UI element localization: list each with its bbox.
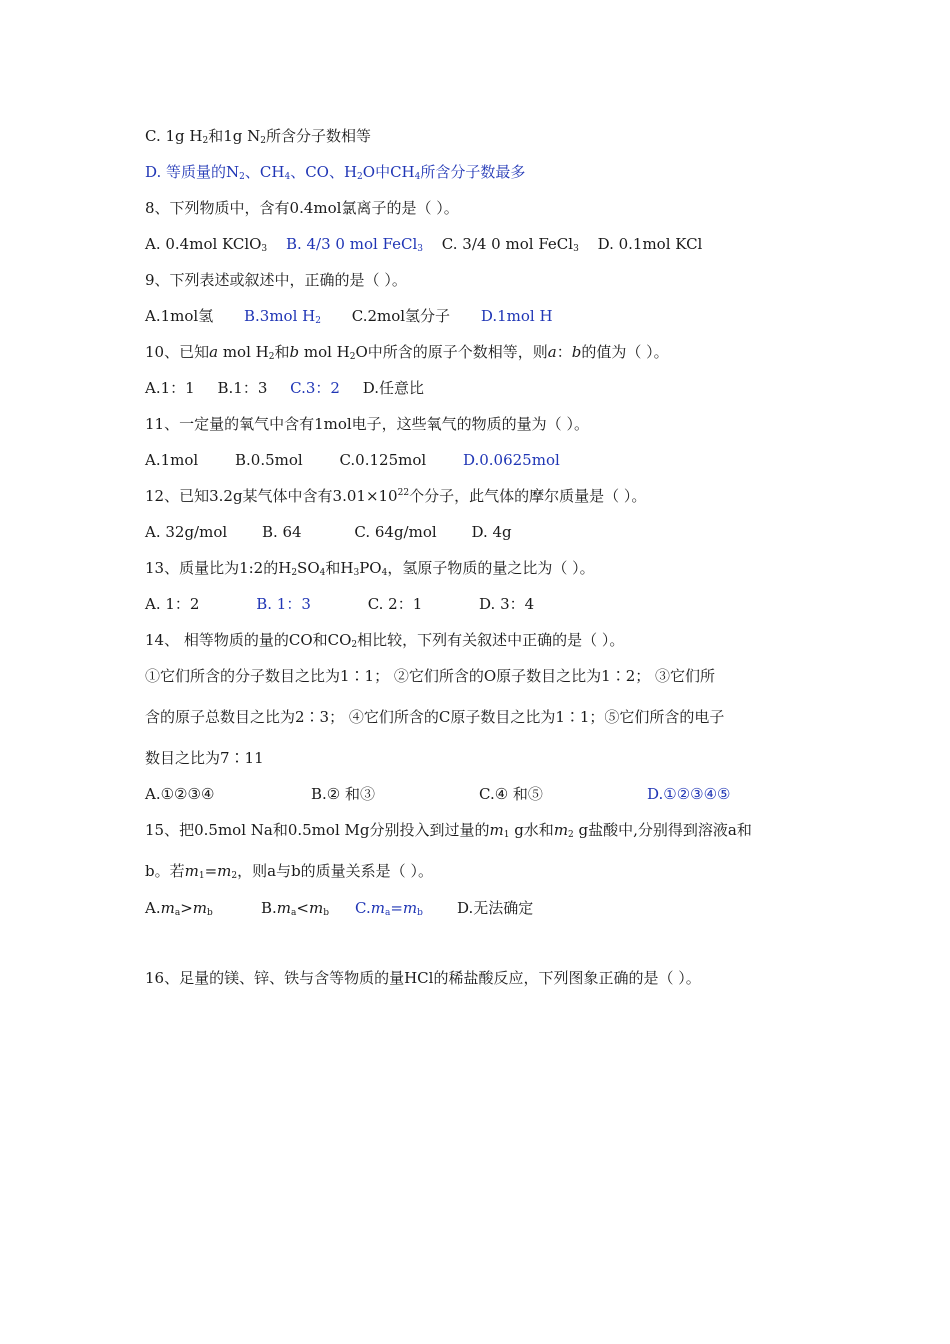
q9-option-c: C.2mol氢分子 <box>351 307 451 325</box>
q14-stem: 14、 相等物质的量的CO和$CO_2$相比较，下列有关叙述中正确的是（ ）。 <box>145 631 625 650</box>
q14-options <box>145 784 731 804</box>
q13-option-d: D. 3：4 <box>479 595 535 613</box>
q14-option-a: A.①②③④ <box>145 785 215 803</box>
q11-stem: 11、一定量的氧气中含有1mol电子，这些氧气的物质的量为（ ）。 <box>145 415 589 433</box>
q12-stem: 12、已知3.2g某气体中含有$3.01\times 10^{22}$个分子，此气体的摩尔质量是（ ）。 <box>145 487 647 505</box>
q12-option-d: D. 4g <box>471 523 512 541</box>
q8-options <box>145 234 702 254</box>
q14-option-c: C.④ 和⑤ <box>479 785 543 803</box>
q11-option-b: B.0.5mol <box>234 451 303 469</box>
q15-option-d: D.无法确定 <box>457 899 534 917</box>
q8-stem: 8、下列物质中，含有0.4mol氯离子的是（ ）。 <box>145 199 459 217</box>
q15-option-c: $C.m_a=m_b$ <box>355 899 423 918</box>
q12-option-b: B. 64 <box>261 523 302 541</box>
q14-statement-line-2: 含的原子总数目之比为2∶3； ④它们所含的C原子数目之比为1∶1；⑤它们所含的电子 <box>145 708 725 726</box>
q11-option-c: C.0.125mol <box>339 451 427 469</box>
q9-option-d: D.1mol H <box>480 307 553 325</box>
q8-option-d: D. 0.1mol KCl <box>597 235 703 253</box>
q15-stem-line-2: b。若$m_1=m_2$，则a与b的质量关系是（ ）。 <box>145 862 433 881</box>
q9-option-a: A.1mol氢 <box>145 307 214 325</box>
q8-option-b: B. 4/3 0 mol FeCl$_3$ <box>285 235 424 254</box>
q7-option-d: D. 等质量的$N_2$、$CH_4$、CO、$H_2O$中$CH_4$所含分子数最多 <box>145 163 526 182</box>
q16-stem: 16、足量的镁、锌、铁与含等物质的量HCl的稀盐酸反应，下列图象正确的是（ ）。 <box>145 969 701 987</box>
q8-option-a: A. 0.4mol KClO$_3$ <box>145 235 268 254</box>
q15-options <box>145 898 533 918</box>
q10-option-c: C.3：2 <box>290 379 340 397</box>
q15-option-b: $B.m_a<m_b$ <box>261 899 329 918</box>
q9-options <box>145 306 553 326</box>
q9-option-b: B.3mol $H_2$ <box>243 307 321 326</box>
q11-options <box>145 450 560 470</box>
q12-option-c: C. 64g/mol <box>354 523 437 541</box>
q15-option-a: $A.m_a>m_b$ <box>145 899 213 918</box>
q11-option-a: A.1mol <box>145 451 199 469</box>
q10-option-d: D.任意比 <box>362 379 425 397</box>
q14-statement-line-1: ①它们所含的分子数目之比为1∶1； ②它们所含的O原子数目之比为1∶2； ③它们所 <box>145 667 716 685</box>
q13-stem: 13、质量比为1:2的$H_2SO_4$和$H_3PO_4$，氢原子物质的量之比为（ ）。 <box>145 559 595 578</box>
q15-stem-line-1: 15、把0.5mol Na和0.5mol Mg分别投入到过量的$m_1$ g水和$m_2$ g盐酸中,分别得到溶液a和 <box>145 821 752 840</box>
q13-option-c: C. 2：1 <box>367 595 423 613</box>
q14-statement-line-3: 数目之比为7∶11 <box>145 749 264 767</box>
q14-option-d: D.①②③④⑤ <box>647 785 731 803</box>
q13-option-b: B. 1：3 <box>256 595 311 613</box>
q10-options <box>145 378 424 398</box>
q14-option-b: B.② 和③ <box>311 785 376 803</box>
q13-option-a: A. 1：2 <box>145 595 200 613</box>
q7-option-c: C. 1g $H_2$和1g $N_2$所含分子数相等 <box>145 127 372 146</box>
q10-option-b: B.1：3 <box>217 379 268 397</box>
q8-option-c: C. 3/4 0 mol FeCl$_3$ <box>441 235 579 254</box>
q11-option-d: D.0.0625mol <box>462 451 560 469</box>
q10-stem: 10、已知a mol $H_2$和b mol $H_2O$中所含的原子个数相等，则a：b的值为（ ）。 <box>145 343 669 362</box>
q12-options <box>145 522 512 542</box>
q12-option-a: A. 32g/mol <box>145 523 228 541</box>
q9-stem: 9、下列表述或叙述中，正确的是（ ）。 <box>145 271 407 289</box>
q10-option-a: A.1：1 <box>145 379 195 397</box>
q13-options <box>145 594 534 614</box>
